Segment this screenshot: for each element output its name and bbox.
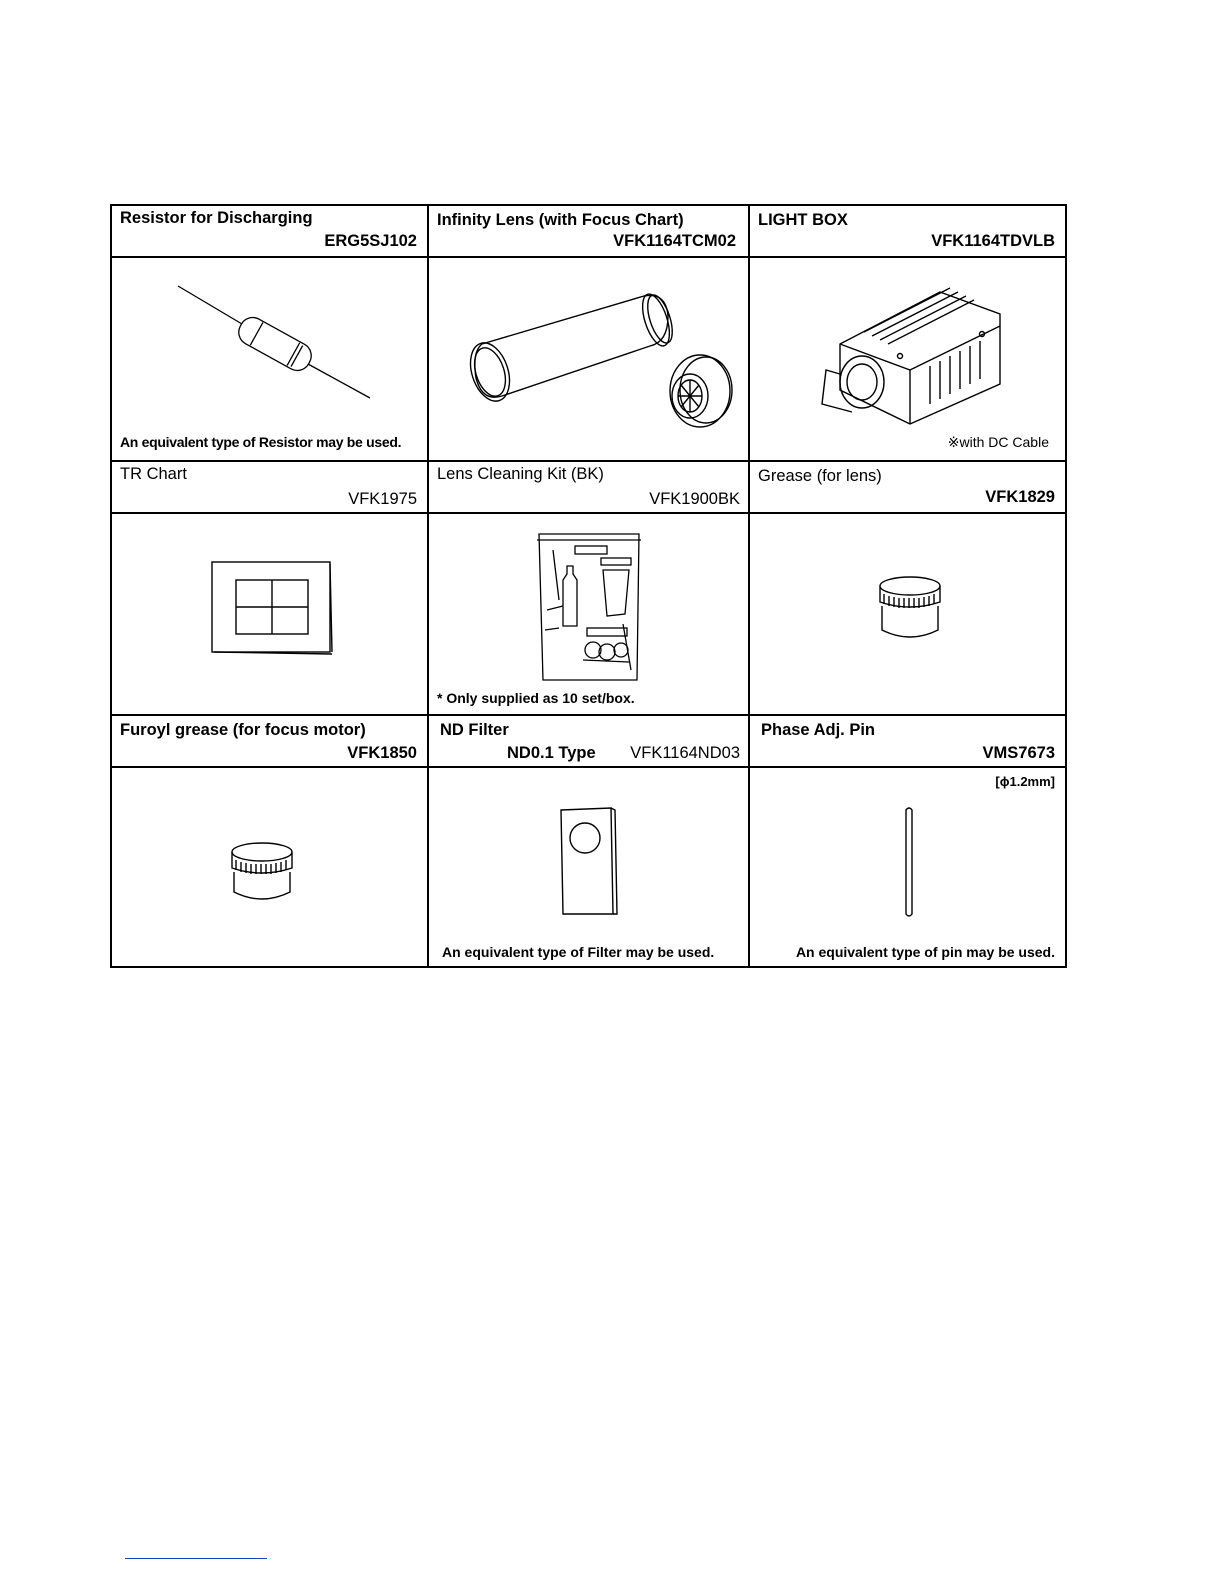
- tool-note: An equivalent type of pin may be used.: [795, 944, 1055, 960]
- tool-cell-tr-chart: [112, 514, 427, 714]
- lens-cleaning-kit-icon: [533, 530, 645, 686]
- tool-cell-resistor: [112, 258, 427, 460]
- tool-cell-phase-pin: [750, 768, 1067, 968]
- tool-name: LIGHT BOX: [758, 211, 848, 229]
- tool-note: An equivalent type of Resistor may be used.: [120, 434, 402, 450]
- grease-jar-icon: [226, 838, 298, 906]
- tr-chart-icon: [208, 558, 338, 658]
- nd-filter-icon: [555, 804, 621, 918]
- tool-note: * Only supplied as 10 set/box.: [437, 690, 635, 706]
- tool-name: Furoyl grease (for focus motor): [120, 721, 366, 739]
- tool-part-number: VMS7673: [982, 744, 1055, 762]
- pin-diameter-spec: [ϕ1.2mm]: [995, 774, 1055, 789]
- tool-name: Resistor for Discharging: [120, 209, 313, 227]
- tool-part-number: VFK1850: [347, 744, 417, 762]
- tool-cell-infinity-lens: [429, 258, 748, 460]
- tool-header-grease-lens: [750, 462, 1067, 512]
- tool-header-phase-pin: [750, 716, 1067, 766]
- tool-header-furoyl-grease: [112, 716, 427, 766]
- tool-part-number: ERG5SJ102: [324, 232, 417, 250]
- tool-name: Grease (for lens): [758, 467, 882, 485]
- tool-cell-lens-cleaning-kit: [429, 514, 748, 714]
- tool-note: ※with DC Cable: [947, 434, 1049, 450]
- grease-jar-icon: [874, 572, 946, 644]
- tool-header-nd-filter: [429, 716, 748, 766]
- footer-rule: [125, 1558, 267, 1559]
- infinity-lens-icon: [454, 286, 734, 446]
- tool-part-number: VFK1975: [348, 490, 417, 508]
- tool-note: An equivalent type of Filter may be used.: [442, 944, 715, 960]
- tool-name: ND Filter: [440, 721, 509, 739]
- tool-part-number: VFK1829: [985, 488, 1055, 506]
- tool-part-number: VFK1164ND03: [630, 744, 740, 762]
- tool-header-tr-chart: [112, 462, 427, 512]
- tool-type: ND0.1 Type: [507, 744, 596, 762]
- tool-name: TR Chart: [120, 465, 187, 483]
- light-box-icon: [800, 274, 1020, 434]
- resistor-icon: [172, 284, 372, 404]
- tool-part-number: VFK1164TDVLB: [931, 232, 1055, 250]
- tool-header-light-box: [750, 206, 1067, 256]
- tool-cell-nd-filter: [429, 768, 748, 968]
- service-tools-table: [110, 204, 1067, 968]
- tool-name: Lens Cleaning Kit (BK): [437, 465, 604, 483]
- tool-name: Infinity Lens (with Focus Chart): [437, 211, 684, 229]
- tool-cell-grease-lens: [750, 514, 1067, 714]
- tool-header-infinity-lens: [429, 206, 748, 256]
- tool-header-lens-cleaning-kit: [429, 462, 748, 512]
- tool-cell-furoyl-grease: [112, 768, 427, 968]
- tool-part-number: VFK1164TCM02: [613, 232, 736, 250]
- tool-part-number: VFK1900BK: [649, 490, 740, 508]
- tool-cell-light-box: [750, 258, 1067, 460]
- phase-pin-icon: [902, 806, 916, 920]
- tool-name: Phase Adj. Pin: [761, 721, 876, 739]
- tool-header-resistor: [112, 206, 427, 256]
